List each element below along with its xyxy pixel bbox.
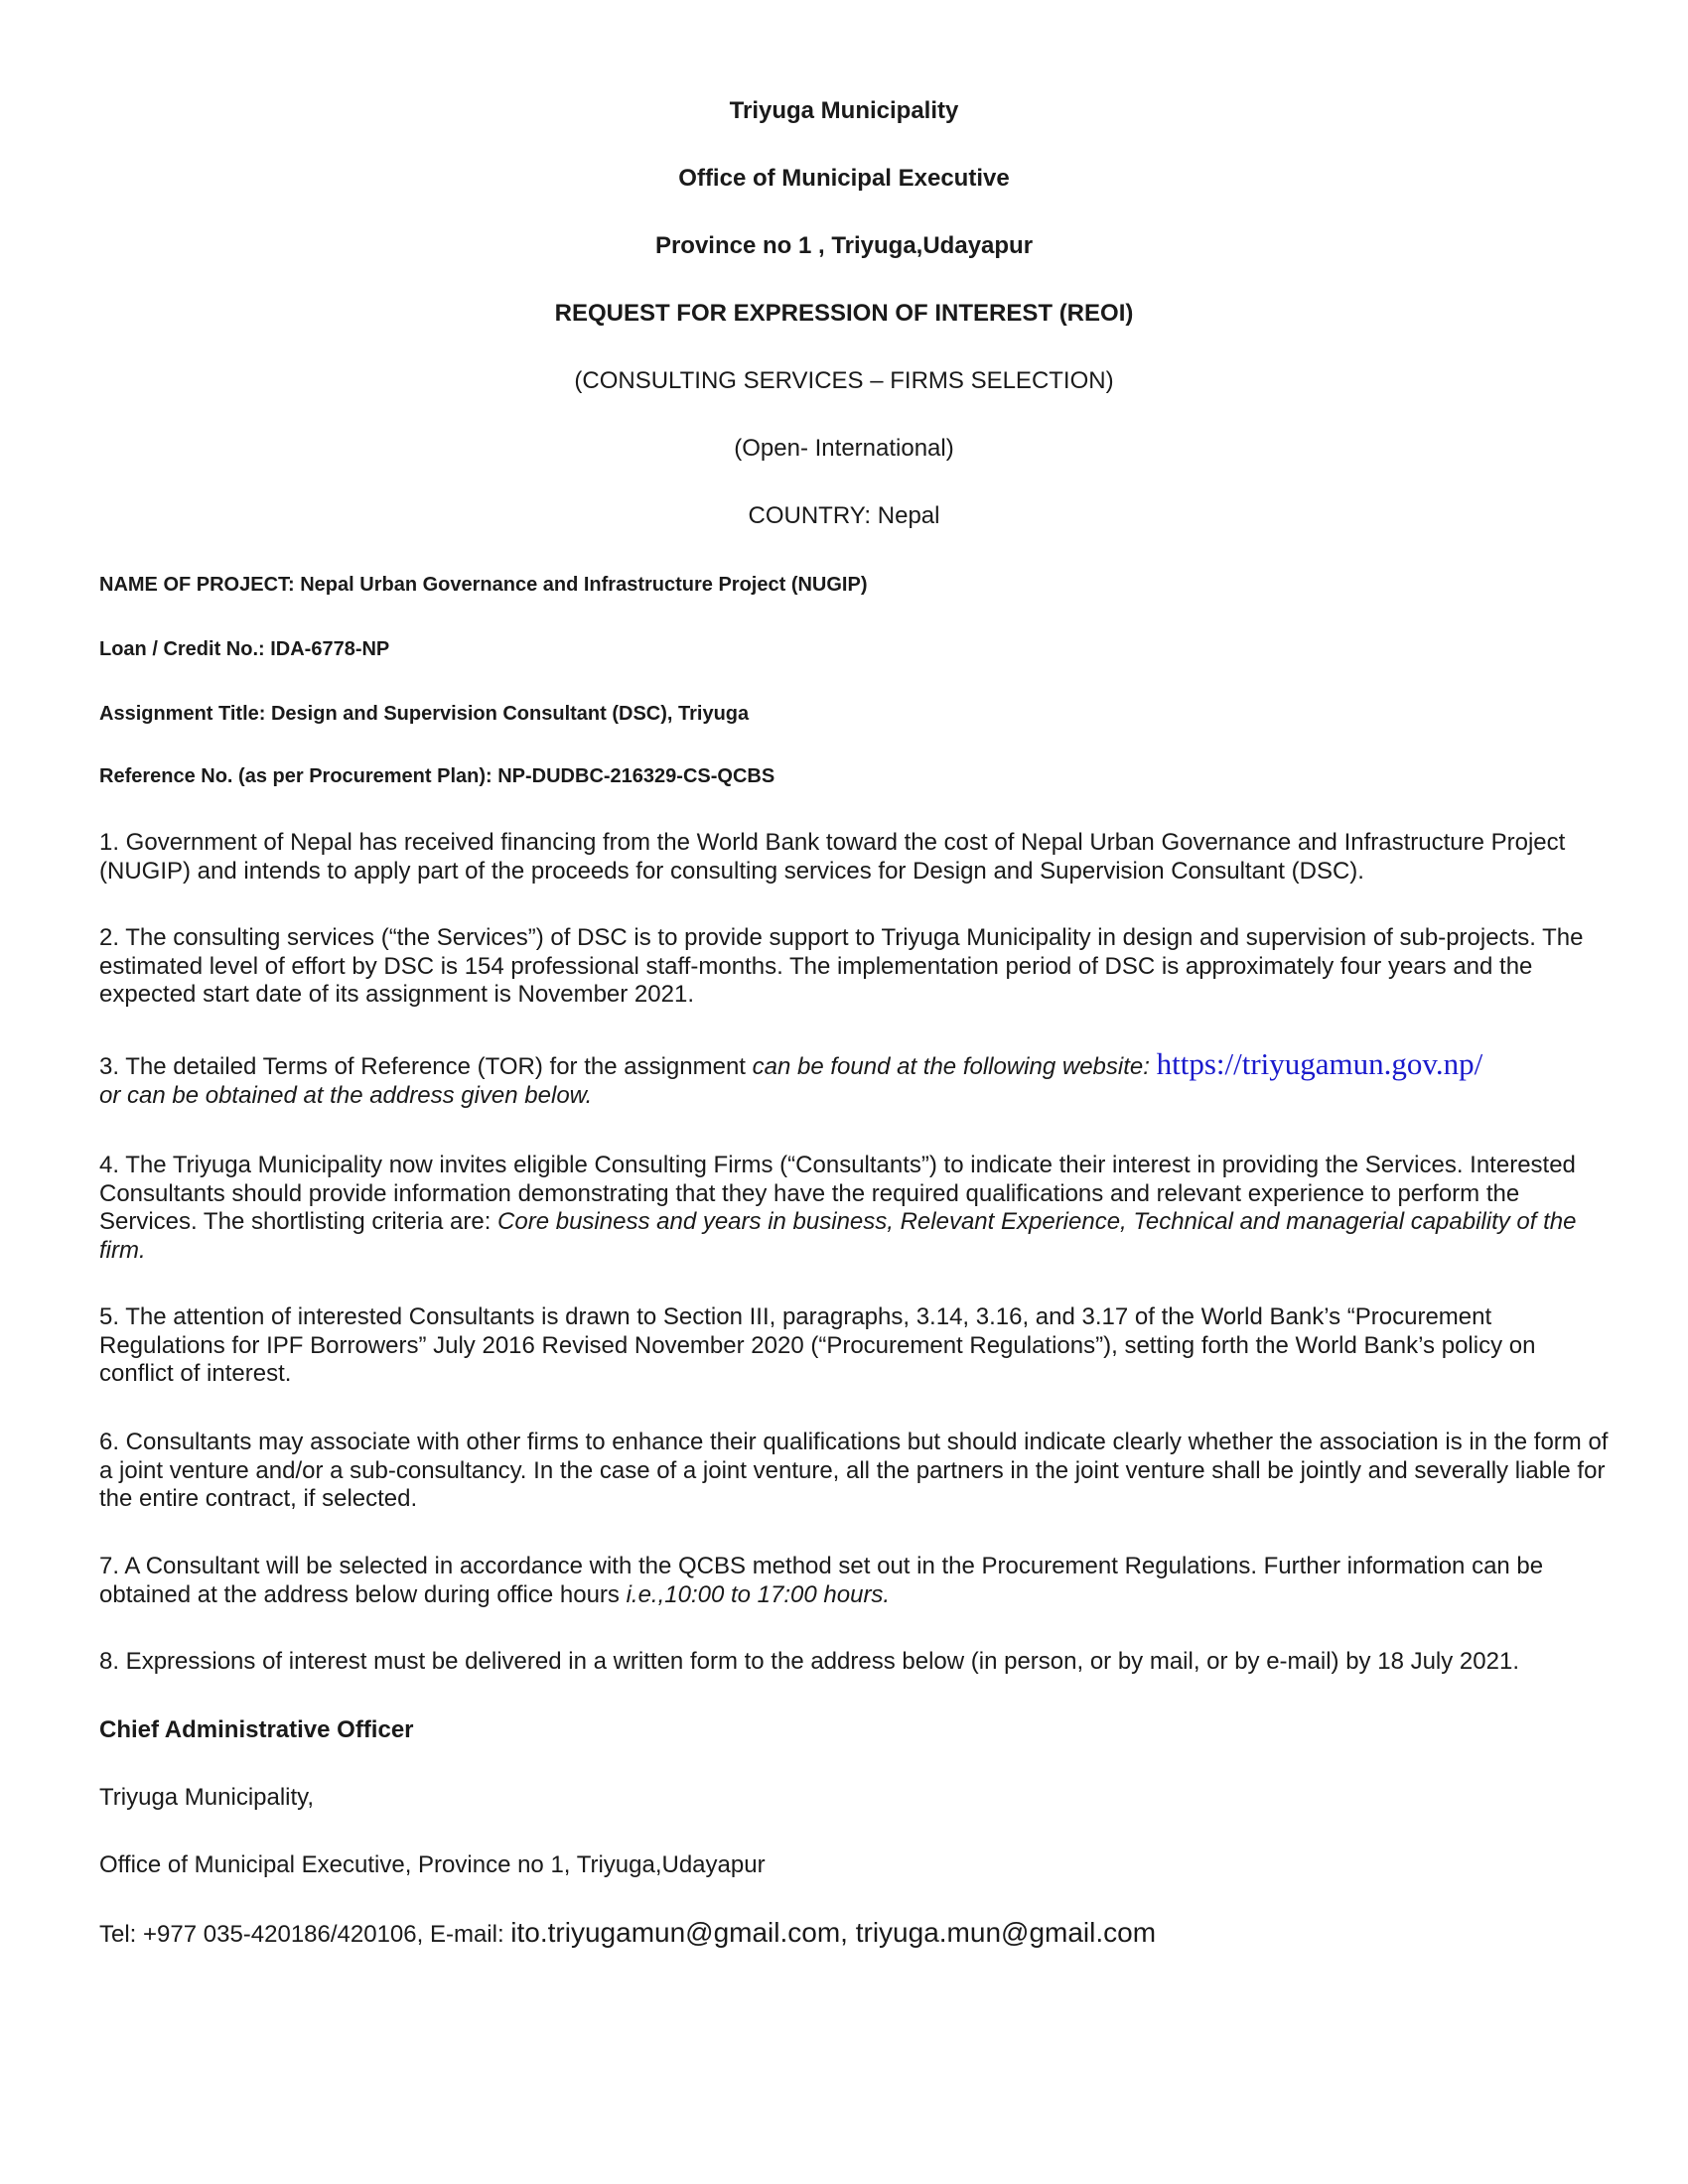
contact-emails[interactable]: ito.triyugamun@gmail.com, triyuga.mun@gmail.com [510,1917,1157,1948]
contact-tel: Tel: +977 035-420186/420106, E-mail: [99,1921,511,1948]
paragraph-3-italic: can be found at the following website: [752,1053,1157,1080]
loan-number: Loan / Credit No.: IDA-6778-NP [99,638,390,660]
tor-website-link[interactable]: https://triyugamun.gov.np/ [1156,1046,1483,1081]
paragraph-3-text: 3. The detailed Terms of Reference (TOR) for the assignment [99,1053,753,1080]
office-name: Office of Municipal Executive [678,165,1010,192]
paragraph-1: 1. Government of Nepal has received financing from the World Bank toward the cost of Nepal Urban Governance and Infrastructure Project (NUGIP) and intends to apply part of the proceeds for consulting services for Design and Supervision Consultant (DSC). [99,829,1566,885]
document-subtitle: (CONSULTING SERVICES – FIRMS SELECTION) [574,367,1114,394]
contact-title: Chief Administrative Officer [99,1716,414,1743]
paragraph-6: 6. Consultants may associate with other firms to enhance their qualifications but should indicate clearly whether the association is in the form of a joint venture and/or a sub-consultancy. In the case of a joint venture, all the partners in the joint venture shall be jointly and severally liable for the entire contract, if selected. [99,1429,1609,1512]
paragraph-8: 8. Expressions of interest must be delivered in a written form to the address below (in person, or by mail, or by e-mail) by 18 July 2021. [99,1648,1519,1675]
paragraph-4-criteria: Core business and years in business, Relevant Experience, Technical and managerial capability of the firm. [99,1208,1577,1264]
paragraph-3 [99,1046,1609,1110]
contact-organization: Triyuga Municipality, [99,1784,315,1811]
paragraph-5: 5. The attention of interested Consultants is drawn to Section III, paragraphs, 3.14, 3.16, and 3.17 of the World Bank’s “Procurement Regulations for IPF Borrowers” July 2016 Revised November 2020 (“Procurement Regulations”), setting forth the World Bank’s policy on conflict of interest. [99,1303,1536,1387]
paragraph-4-text: 4. The Triyuga Municipality now invites eligible Consulting Firms (“Consultants”) to indicate their interest in providing the Services. Interested Consultants should provide information demonstrating that they have the required qualifications and relevant experience to perform the Services. The shortlisting criteria are: [99,1152,1576,1235]
municipality-name: Triyuga Municipality [729,97,959,124]
paragraph-7 [99,1553,1609,1609]
paragraph-2: 2. The consulting services (“the Services”) of DSC is to provide support to Triyuga Municipality in design and supervision of sub-projects. The estimated level of effort by DSC is 154 professional staff-months. The implementation period of DSC is approximately four years and the expected start date of its assignment is November 2021. [99,924,1584,1008]
office-hours: i.e.,10:00 to 17:00 hours. [626,1580,891,1608]
paragraph-3-italic-end: or can be obtained at the address given below. [99,1081,593,1109]
contact-tel-email [99,1918,1156,1950]
contact-office: Office of Municipal Executive, Province no 1, Triyuga,Udayapur [99,1851,766,1878]
country: COUNTRY: Nepal [748,502,940,529]
document-title: REQUEST FOR EXPRESSION OF INTEREST (REOI) [554,300,1134,327]
paragraph-4 [99,1152,1609,1265]
project-name: NAME OF PROJECT: Nepal Urban Governance and Infrastructure Project (NUGIP) [99,574,868,596]
paragraph-7-text: 7. A Consultant will be selected in accordance with the QCBS method set out in the Procurement Regulations. Further information can be obtained at the address below during office hours [99,1553,1544,1608]
reference-number: Reference No. (as per Procurement Plan): NP-DUDBC-216329-CS-QCBS [99,765,775,787]
assignment-title: Assignment Title: Design and Supervision Consultant (DSC), Triyuga [99,703,750,725]
selection-type: (Open- International) [734,435,954,462]
office-address: Province no 1 , Triyuga,Udayapur [654,232,1034,259]
